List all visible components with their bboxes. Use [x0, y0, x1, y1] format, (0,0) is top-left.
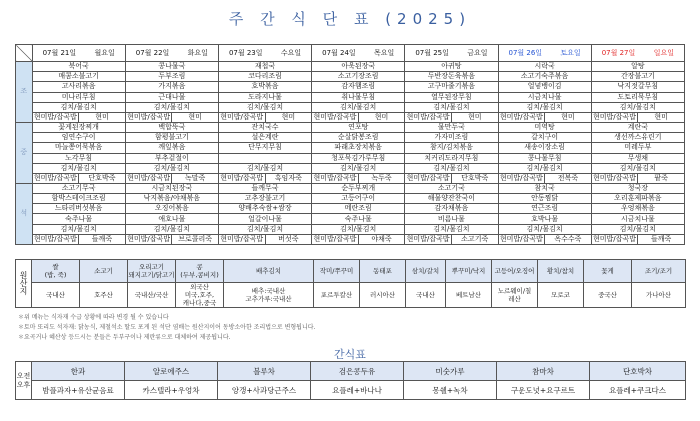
menu-item: 임연수구이	[32, 133, 125, 143]
origin-value: 중국산	[584, 283, 632, 308]
menu-item: 김치/물김치	[32, 102, 125, 112]
snack-drink: 검은콩두유	[311, 362, 404, 381]
menu-item: 도토리묵무침	[591, 92, 684, 102]
porridge: 녹말죽	[172, 173, 219, 183]
menu-item: 가자미조림	[405, 133, 498, 143]
porridge: 현미	[172, 112, 219, 122]
snack-title: 간식표	[334, 348, 366, 361]
snack-item: 요플레+쿠크다스	[590, 381, 686, 400]
menu-item: 노각무침	[32, 153, 125, 163]
menu-item: 김치/물김치	[405, 102, 498, 112]
menu-item: 함평불고기	[125, 133, 218, 143]
menu-item: 열무된장무침	[405, 92, 498, 102]
menu-item: 김치/물김치	[32, 163, 125, 173]
menu-item: 소고기장조림	[312, 72, 405, 82]
menu-item: 우엉채볶음	[591, 204, 684, 214]
origin-header: 조기/조기	[632, 260, 686, 283]
menu-item: 시금치나물	[591, 214, 684, 224]
menu-item: 청포묵김가루무침	[312, 153, 405, 163]
menu-item: 순두부찌개	[312, 183, 405, 193]
origin-value: 가나아산	[632, 283, 686, 308]
origin-header: 황치/참치	[538, 260, 584, 283]
menu-item: 호박볶음	[218, 82, 311, 92]
snack-drink: 블루차	[218, 362, 311, 381]
menu-item: 콩나물국	[125, 62, 218, 72]
menu-item: 미나리무침	[32, 92, 125, 102]
menu-item: 부추겉절이	[125, 153, 218, 163]
porridge: 현미	[451, 112, 498, 122]
menu-item: 김치/물김치	[125, 224, 218, 234]
menu-item: 김치/물김치	[405, 224, 498, 234]
rice-type: 현미밥/잡곡밥	[220, 173, 264, 182]
day-weekday: 금요일	[467, 48, 488, 57]
rice-type: 현미밥/잡곡밥	[313, 234, 357, 243]
origin-value: 호주산	[80, 283, 128, 308]
origin-header: 동태포	[360, 260, 406, 283]
menu-item: 미역탕	[498, 122, 591, 132]
menu-item: 시금치나물	[498, 92, 591, 102]
menu-item: 계란국	[591, 122, 684, 132]
menu-item: 김치/물김치	[591, 163, 684, 173]
menu-item: 단무지무침	[218, 143, 311, 153]
menu-item: 고추장불고기	[218, 194, 311, 204]
porridge: 단호박죽	[451, 173, 498, 183]
menu-item	[218, 153, 311, 163]
rice-type: 현미밥/잡곡밥	[313, 173, 357, 182]
menu-item: 애호나물	[125, 214, 218, 224]
rice-type: 현미밥/잡곡밥	[499, 234, 543, 243]
note-3: ＊요곡거나 혜산상 등드시는 분들은 두부구이나 제란류으로 대체하여 제공됩니다.	[18, 334, 231, 341]
menu-item: 소고기무국	[32, 183, 125, 193]
origin-value: 모로코	[538, 283, 584, 308]
menu-item: 김치/물김치	[405, 163, 498, 173]
day-weekday: 토요일	[560, 48, 581, 57]
day-date: 07월 21일	[42, 48, 77, 57]
day-weekday: 수요일	[280, 48, 302, 57]
menu-item: 김치/물김치	[218, 224, 311, 234]
snack-item: 몽쉘+녹차	[404, 381, 497, 400]
rice-type: 현미밥/잡곡밥	[33, 112, 77, 121]
origin-header: 고등어/오징어	[492, 260, 538, 283]
day-weekday: 목요일	[374, 48, 395, 57]
day-header	[591, 45, 684, 62]
meal-label-2: 석	[16, 183, 33, 244]
menu-item: 아욱된장국	[312, 62, 405, 72]
rice-type: 현미밥/잡곡밥	[593, 234, 636, 243]
origin-header: 뿌꾸미/낙지	[446, 260, 492, 283]
menu-item: 물만두국	[405, 122, 498, 132]
origin-value: 국내산/국산	[128, 283, 176, 308]
porridge: 현미	[545, 112, 592, 122]
menu-item: 고등어구이	[312, 194, 405, 204]
menu-item: 북어국	[32, 62, 125, 72]
porridge: 녹두죽	[358, 173, 405, 183]
day-weekday: 월요일	[94, 48, 115, 57]
rice-type: 현미밥/잡곡밥	[220, 112, 264, 121]
menu-item: 두반장돈육볶음	[405, 72, 498, 82]
menu-item: 가지볶음	[125, 82, 218, 92]
menu-item: 아귀탕	[405, 62, 498, 72]
origin-header: 쌀 (밥, 죽)	[32, 260, 80, 283]
day-date: 07월 27일	[601, 48, 636, 57]
menu-item: 고구마줄기볶음	[405, 82, 498, 92]
menu-item: 김치/물김치	[312, 224, 405, 234]
menu-item: 안동찜닭	[498, 194, 591, 204]
menu-item: 낙지젓갈무침	[591, 82, 684, 92]
origin-value: 노르웨이/칠 레산	[492, 283, 538, 308]
day-weekday: 일요일	[653, 48, 674, 57]
menu-item: 숙주나물	[32, 214, 125, 224]
menu-item: 무생채	[591, 153, 684, 163]
rice-type: 현미밥/잡곡밥	[406, 234, 450, 243]
rice-type: 현미밥/잡곡밥	[220, 234, 264, 243]
day-header	[32, 45, 125, 62]
menu-item: 코다리조림	[218, 72, 311, 82]
menu-item: 비름나물	[405, 214, 498, 224]
day-date: 07월 24일	[322, 48, 356, 57]
snack-label: 오전 오후	[16, 362, 32, 400]
porridge: 브로콜리죽	[172, 234, 219, 244]
menu-item: 참치국	[498, 183, 591, 193]
snack-item: 요플레+바나나	[311, 381, 404, 400]
snack-item: 구운도넛+요구르트	[497, 381, 590, 400]
rice-type: 현미밥/잡곡밥	[33, 234, 77, 243]
day-header	[125, 45, 218, 62]
menu-item: 오리훈제파볶음	[591, 194, 684, 204]
menu-item: 김치/물김치	[125, 102, 218, 112]
menu-item: 근대나물	[125, 92, 218, 102]
rice-type: 현미밥/잡곡밥	[593, 173, 636, 182]
menu-item: 참지/김치볶음	[405, 143, 498, 153]
menu-item: 김치/물김치	[591, 224, 684, 234]
menu-item: 새송이장소림	[498, 143, 591, 153]
page-title: 주 간 식 단 표 (2025)	[228, 10, 472, 28]
day-weekday: 화요일	[187, 48, 208, 57]
porridge: 소고기죽	[451, 234, 498, 244]
menu-item: 낙지볶음/야채볶음	[125, 194, 218, 204]
snack-drink: 미숫가루	[404, 362, 497, 381]
porridge: 버섯죽	[265, 234, 312, 244]
menu-item: 김치/물김치	[312, 102, 405, 112]
menu-item: 호박나물	[498, 214, 591, 224]
menu-item: 잔치국수	[218, 122, 311, 132]
origin-value: 베트남산	[446, 283, 492, 308]
rice-type: 현미밥/잡곡밥	[33, 173, 77, 182]
menu-item: 김치/물김치	[498, 163, 591, 173]
origin-header: 배추김치	[224, 260, 314, 283]
menu-item: 마늘쫑어묵볶음	[32, 143, 125, 153]
menu-item: 함박스테이크조림	[32, 194, 125, 204]
menu-item: 콩나물무침	[498, 153, 591, 163]
origin-table	[15, 259, 686, 308]
menu-item: 갈치구이	[498, 133, 591, 143]
porridge: 들깨죽	[638, 234, 685, 244]
origin-header: 콩 (두부,콩비지)	[176, 260, 224, 283]
snack-item: 밤플과자+유산균음료	[32, 381, 125, 400]
menu-item: 들깨무국	[218, 183, 311, 193]
origin-value: 외국산 미국,호주, 캐나다,중국	[176, 283, 224, 308]
porridge: 들깨죽	[79, 234, 126, 244]
menu-item: 취나물무침	[312, 92, 405, 102]
menu-item: 매콤소불고기	[32, 72, 125, 82]
origin-label: 원산지	[16, 260, 32, 308]
porridge: 야채죽	[358, 234, 405, 244]
day-header	[498, 45, 591, 62]
porridge: 현미	[265, 112, 312, 122]
menu-item: 생선까스유린기	[591, 133, 684, 143]
origin-value: 국내산	[406, 283, 446, 308]
corner-cell	[16, 45, 33, 62]
menu-item: 소고기국	[405, 183, 498, 193]
snack-drink: 알로에주스	[125, 362, 218, 381]
day-date: 07월 25일	[415, 48, 449, 57]
rice-type: 현미밥/잡곡밥	[127, 173, 171, 182]
origin-value: 국내산	[32, 283, 80, 308]
menu-item: 해물양잔찬국이	[405, 194, 498, 204]
porridge: 전복죽	[545, 173, 592, 183]
note-2: ＊토마 또리도 석자재: 닭농식, 제철석소 딸도 포게 된 석단 염배는 원산지이어 동방소아한 조리법으로 변형됩니다.	[18, 324, 316, 331]
menu-item: 김치/물김치	[498, 224, 591, 234]
meal-label-1: 중	[16, 122, 33, 183]
day-header	[312, 45, 405, 62]
menu-item: 김치/물김치	[218, 163, 311, 173]
porridge: 단호박죽	[79, 173, 126, 183]
note-1: ＊위 메뉴는 식자재 수급 상황에 따라 변경 될 수 있습니다	[18, 314, 169, 321]
rice-type: 현미밥/잡곡밥	[499, 173, 543, 182]
origin-value: 러시아산	[360, 283, 406, 308]
menu-item: 김치/물김치	[32, 224, 125, 234]
snack-item: 앙갱+사과당근주스	[218, 381, 311, 400]
menu-item: 얼갈이나물	[218, 214, 311, 224]
porridge: 옥수수죽	[545, 234, 592, 244]
menu-item: 꽃게된장찌개	[32, 122, 125, 132]
day-date: 07월 22일	[135, 48, 170, 57]
menu-item: 백합뚝국	[125, 122, 218, 132]
menu-item: 깨잎볶음	[125, 143, 218, 153]
rice-type: 현미밥/잡곡밥	[499, 112, 543, 121]
menu-item: 시금치된장국	[125, 183, 218, 193]
origin-header: 오리고기 돼지고기/닭고기	[128, 260, 176, 283]
menu-item: 설은계란	[218, 133, 311, 143]
menu-item: 김치/물김치	[312, 163, 405, 173]
snack-drink: 한과	[32, 362, 125, 381]
menu-item: 순살닭봉조림	[312, 133, 405, 143]
origin-value: 배추:국내산 고추가루:국내산	[224, 283, 314, 308]
menu-item: 소고기숙주볶음	[498, 72, 591, 82]
menu-item: 양배추숙쌈+쌈장	[218, 204, 311, 214]
menu-item: 고사리볶음	[32, 82, 125, 92]
menu-item: 숙주나물	[312, 214, 405, 224]
menu-item: 김치/물김치	[591, 102, 684, 112]
menu-item: 도라지나물	[218, 92, 311, 102]
menu-item: 연포탕	[312, 122, 405, 132]
meal-label-0: 조	[16, 62, 33, 123]
menu-item: 두부조림	[125, 72, 218, 82]
rice-type: 현미밥/잡곡밥	[127, 112, 171, 121]
rice-type: 현미밥/잡곡밥	[406, 173, 450, 182]
day-date: 07월 26일	[508, 48, 543, 57]
rice-type: 현미밥/잡곡밥	[406, 112, 450, 121]
menu-item: 파래초장치볶음	[312, 143, 405, 153]
menu-item: 느타리버섯볶음	[32, 204, 125, 214]
origin-header: 작미/쭈꾸미	[314, 260, 360, 283]
menu-item: 김치/물김치	[125, 163, 218, 173]
menu-item: 메란조림	[312, 204, 405, 214]
menu-item: 치커리도라지무침	[405, 153, 498, 163]
day-header	[405, 45, 498, 62]
origin-header: 꽃게	[584, 260, 632, 283]
menu-item: 재첩국	[218, 62, 311, 72]
rice-type: 현미밥/잡곡밥	[593, 112, 636, 121]
menu-item: 간장불고기	[591, 72, 684, 82]
weekly-menu-table	[15, 44, 685, 245]
rice-type: 현미밥/잡곡밥	[127, 234, 171, 243]
menu-item: 오징어볶음	[125, 204, 218, 214]
origin-value: 포르투칼산	[314, 283, 360, 308]
porridge: 현미	[358, 112, 405, 122]
snack-table	[15, 361, 686, 400]
day-date: 07월 23일	[228, 48, 263, 57]
snack-item: 카스텔라+우엉차	[125, 381, 218, 400]
menu-item: 김치/물김치	[218, 102, 311, 112]
menu-item: 감자햄조림	[312, 82, 405, 92]
menu-item: 청국장	[591, 183, 684, 193]
porridge: 흑임자죽	[265, 173, 312, 183]
porridge: 현미	[638, 112, 685, 122]
rice-type: 현미밥/잡곡밥	[313, 112, 357, 121]
menu-item: 김치/물김치	[498, 102, 591, 112]
menu-item: 시락국	[498, 62, 591, 72]
menu-item: 알탕	[591, 62, 684, 72]
menu-item: 감자채볶음	[405, 204, 498, 214]
snack-drink: 참마차	[497, 362, 590, 381]
origin-header: 삼치/갈치	[406, 260, 446, 283]
porridge: 현미	[79, 112, 126, 122]
menu-item: 연근조림	[498, 204, 591, 214]
origin-header: 소고기	[80, 260, 128, 283]
menu-item: 얼넣뱅이김	[498, 82, 591, 92]
porridge: 팥죽	[638, 173, 685, 183]
day-header	[218, 45, 311, 62]
snack-drink: 단호박차	[590, 362, 686, 381]
menu-item: 미레두부	[591, 143, 684, 153]
